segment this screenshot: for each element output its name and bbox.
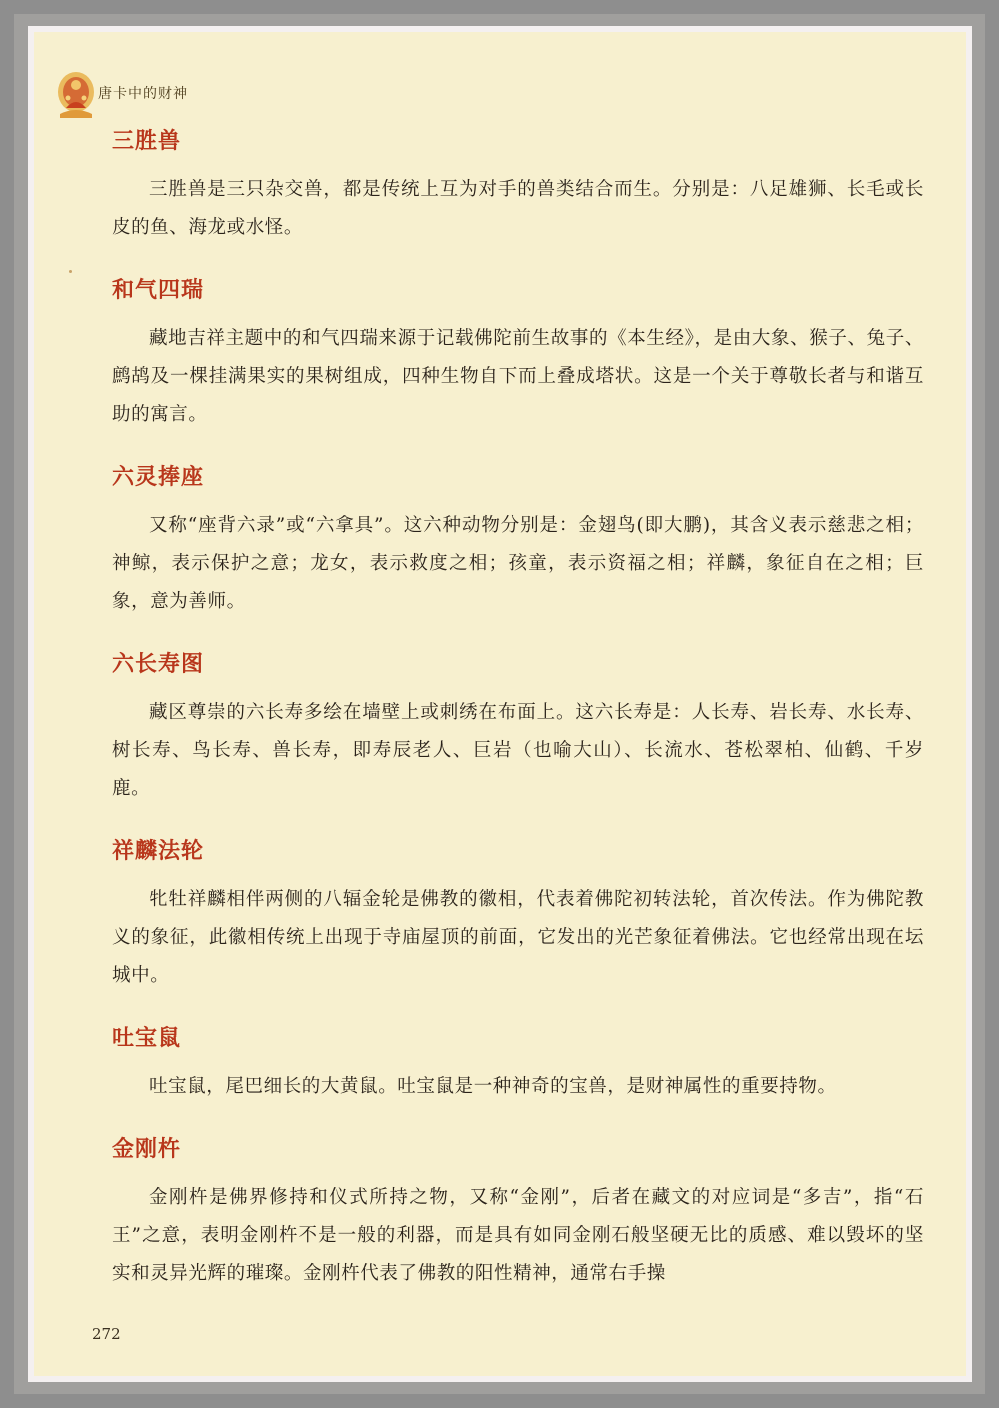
- section-four-harmonious-friends: [112, 273, 924, 434]
- section-heading: 六长寿图: [112, 652, 205, 677]
- page-content: [112, 124, 924, 1319]
- paper-speck: [69, 270, 72, 273]
- section-heading: 金刚杵: [112, 1137, 182, 1162]
- running-header: [56, 70, 188, 120]
- section-jewel-mongoose: [112, 1021, 924, 1106]
- book-page: [34, 32, 966, 1376]
- section-heading: 吐宝鼠: [112, 1026, 182, 1051]
- section-deer-dharma-wheel: [112, 834, 924, 995]
- section-paragraph: 牝牡祥麟相伴两侧的八辐金轮是佛教的徽相，代表着佛陀初转法轮，首次传法。作为佛陀教义的象征，此徽相传统上出现于寺庙屋顶的前面，它发出的光芒象征着佛法。它也经常出现在坛城中。: [112, 889, 924, 986]
- page-number: 272: [92, 1325, 121, 1343]
- section-heading: 和气四瑞: [112, 278, 205, 303]
- section-six-longevities: [112, 647, 924, 808]
- section-vajra: [112, 1132, 924, 1293]
- section-heading: 祥麟法轮: [112, 839, 205, 864]
- header-title: 唐卡中的财神: [98, 86, 188, 102]
- section-heading: 六灵捧座: [112, 465, 205, 490]
- section-paragraph: 三胜兽是三只杂交兽，都是传统上互为对手的兽类结合而生。分别是：八足雄狮、长毛或长皮的鱼、海龙或水怪。: [112, 179, 924, 238]
- section-paragraph: 金刚杵是佛界修持和仪式所持之物，又称“金刚”，后者在藏文的对应词是“多吉”，指“石王”之意，表明金刚杵不是一般的利器，而是具有如同金刚石般坚硬无比的质感、难以毁坏的坚实和灵异光辉的璀璨。金刚杵代表了佛教的阳性精神，通常右手操: [112, 1187, 924, 1284]
- section-paragraph: 吐宝鼠，尾巴细长的大黄鼠。吐宝鼠是一种神奇的宝兽，是财神属性的重要持物。: [149, 1076, 837, 1097]
- section-six-ornaments-throne: [112, 460, 924, 621]
- section-heading: 三胜兽: [112, 129, 182, 154]
- section-paragraph: 藏区尊崇的六长寿多绘在墙壁上或刺绣在布面上。这六长寿是：人长寿、岩长寿、水长寿、树长寿、鸟长寿、兽长寿，即寿辰老人、巨岩（也喻大山）、长流水、苍松翠柏、仙鹤、千岁鹿。: [112, 702, 924, 799]
- section-paragraph: 藏地吉祥主题中的和气四瑞来源于记载佛陀前生故事的《本生经》，是由大象、猴子、兔子、鹧鸪及一棵挂满果实的果树组成，四种生物自下而上叠成塔状。这是一个关于尊敬长者与和谐互助的寓言。: [112, 328, 924, 425]
- section-three-victorious-beasts: [112, 124, 924, 247]
- deity-thangka-icon: [56, 70, 96, 120]
- section-paragraph: 又称“座背六录”或“六拿具”。这六种动物分别是：金翅鸟(即大鹏)，其含义表示慈悲之相；神鲸，表示保护之意；龙女，表示救度之相；孩童，表示资福之相；祥麟，象征自在之相；巨象，意为善师。: [112, 515, 924, 612]
